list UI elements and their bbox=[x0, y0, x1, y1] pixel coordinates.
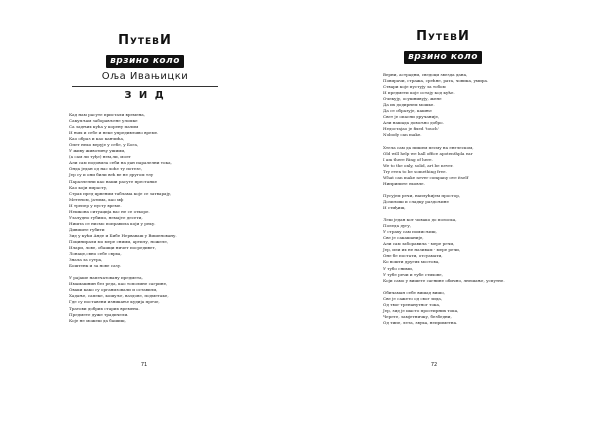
title-divider bbox=[72, 86, 218, 87]
poem-line: Али сам подовила себи на дан паралелни тока, bbox=[69, 160, 172, 166]
poem-line: Јер, или их не називам - мере речи, bbox=[383, 247, 461, 253]
journal-name: ПутевИ bbox=[118, 33, 172, 48]
poem-line: Кад нам расуте пристали времена, bbox=[69, 112, 145, 117]
poem-line: Али нашада довољно добро. bbox=[383, 120, 444, 126]
journal-logo bbox=[95, 34, 195, 68]
author-name: Оља Ивањицки bbox=[101, 71, 189, 82]
poem-line: Ниприпите ековле. bbox=[383, 180, 425, 186]
poem-line: Боштенк и за нове сазу. bbox=[69, 263, 122, 269]
poem-line: Које не можеш да башиш, bbox=[69, 317, 126, 323]
poem-line: Лонаце,свно себе сврха, bbox=[69, 251, 122, 257]
page-number: 71 bbox=[140, 362, 148, 368]
poem-line: Повирачи, стража, срећне, рата, човика, умира. bbox=[383, 78, 489, 84]
poem-line: Верни, астрадни, сведоци звезда дана, bbox=[383, 72, 468, 77]
poem-text-left bbox=[69, 112, 177, 324]
poem-line: Страх пред црвеним таблама које се затварају, bbox=[69, 190, 172, 196]
poem-line: Који само у вишете сагнине обично, лнешање, успутне. bbox=[383, 277, 505, 283]
poem-line: И стиђиш, bbox=[383, 205, 406, 211]
poem-text-right bbox=[383, 72, 505, 326]
poem-line: Од твог тренанутног тока, bbox=[383, 301, 441, 307]
poem-line: Поцинирали мо мере сними, артилу, ножеле, bbox=[69, 238, 169, 244]
poem-line: Old will help we hall office apotenthpla ear bbox=[383, 150, 473, 156]
poem-line: I am there Ring of here. bbox=[383, 156, 433, 162]
poem-line: Параллелни као наши расуте престанке bbox=[69, 178, 158, 184]
poem-line: Узалудно губимо, немајте десети, bbox=[69, 214, 143, 220]
poem-line: И трепер у пусту време. bbox=[69, 202, 122, 208]
journal-logo bbox=[393, 30, 493, 64]
poem-line: Сакупљам заборављене уломке bbox=[69, 118, 138, 124]
poem-line: Зид у кући Анде и Бибе Нерваваш у Вишеновану. bbox=[69, 232, 177, 238]
poem-line: У страху сам помисљиш, bbox=[383, 229, 437, 235]
poem-line: We to the only, solid, art be never. bbox=[383, 162, 454, 168]
poem-line: Од типе, лета, звука, неприметна. bbox=[383, 319, 458, 325]
journal-subname: врзино коло bbox=[404, 51, 482, 64]
poem-line: Оне бе постати, отсуамати, bbox=[383, 253, 443, 259]
poem-line: What can make never company ove itself bbox=[383, 174, 469, 180]
poem-line: Оваки како су организовали и оставили, bbox=[69, 287, 158, 293]
journal-name: ПутевИ bbox=[416, 29, 470, 44]
poem-line: Али сам заборавила - мере речи, bbox=[383, 241, 455, 247]
poem-line: Метеном, јатима, као мф bbox=[69, 196, 124, 202]
right-page bbox=[300, 0, 600, 424]
poem-line: Нешкона ситуација вас не се откоре. bbox=[69, 208, 150, 214]
poem-line: Пусујем речи, наплућијем простор, bbox=[383, 192, 461, 198]
poem-line: Try even to be something free. bbox=[383, 168, 447, 174]
poem-line: Ко вошти других мостова, bbox=[383, 259, 440, 265]
poem-line: Јер су и они били већ ве не другом тлу bbox=[69, 172, 154, 178]
poem-line: Ништа се нисмо поправила који у реку. bbox=[69, 220, 156, 226]
poem-line: Опет неко верује у себе, у Бога, bbox=[69, 142, 139, 148]
poem-line: Nobody can make. bbox=[383, 132, 422, 138]
poem-line: Све је сакашаније, bbox=[383, 235, 424, 241]
poem-line: Као који пирасту, bbox=[69, 184, 108, 190]
poem-line: У тубо сними, bbox=[383, 265, 414, 271]
poem-line: У тубе речи и тубе стихове, bbox=[383, 271, 443, 277]
poem-line: Поледа дугу, bbox=[383, 223, 412, 229]
journal-subname: врзино коло bbox=[106, 55, 184, 68]
poem-line: Обичаман себе вишад вишо, bbox=[383, 289, 445, 295]
poem-line: Предмете дуже традичели. bbox=[69, 311, 129, 317]
poem-line: Тратови добрих старих времена. bbox=[69, 305, 140, 311]
poem-line: Све је сажето од свог зида, bbox=[383, 295, 443, 301]
poem-line: Недостајао је fixed 'touch' bbox=[383, 126, 439, 132]
poem-line: Знала за сутра, bbox=[69, 257, 103, 263]
poem-line: Свет је опасни дручаније, bbox=[383, 114, 440, 120]
poem-line: Черете, замјетничку, безбедни, bbox=[383, 313, 452, 319]
poem-line: Онда један од нас хоће ту потезе, bbox=[69, 166, 143, 172]
poem-line: Да их додирнем мошке. bbox=[383, 102, 435, 108]
page-number: 72 bbox=[430, 362, 438, 368]
poem-line: Са задњих кућа у корену палим bbox=[69, 124, 139, 130]
poem-line: Ствари које пустују за тобом bbox=[383, 84, 446, 90]
poem-line: Имамашнин без реда, као тополине сагрине, bbox=[69, 281, 168, 287]
poem-line: Леш један кот човако до полоска, bbox=[383, 217, 457, 223]
poem-line: И предмети које остају код куће. bbox=[383, 90, 455, 96]
poem-line: Да се образује, кашње bbox=[383, 108, 432, 114]
poem-line: (а сам ли туђе) нем,ли, молт bbox=[69, 154, 131, 160]
poem-line: И њих и себе и неке упредивљиво време. bbox=[69, 130, 159, 136]
poem-line: У живу животињу ушими, bbox=[69, 148, 126, 154]
poem-line: Хтела сам да пишем песму на енглеском, bbox=[383, 144, 474, 150]
poem-line: Илари, лове, обашци ничет посредивет, bbox=[69, 245, 157, 251]
poem-line: Где су поставени изникање кудија прече, bbox=[69, 299, 160, 305]
poem-line: Хадање, сапеке, кошуље, ваздове, подметаке, bbox=[69, 293, 169, 299]
poem-line: Као образ и као канчића, bbox=[69, 136, 125, 142]
poem-line: Очекују, осушнивују, жене bbox=[383, 96, 442, 102]
poem-line: У рајаше напечатовану предмета, bbox=[69, 275, 143, 281]
poem-line: Дозиљиш и сладцу раздољине bbox=[383, 198, 449, 204]
poem-line: Јер, зид је шасто простирних тока, bbox=[383, 307, 459, 313]
poem-title: З И Д bbox=[124, 90, 166, 101]
poem-line: Дивиште губити bbox=[69, 226, 105, 232]
